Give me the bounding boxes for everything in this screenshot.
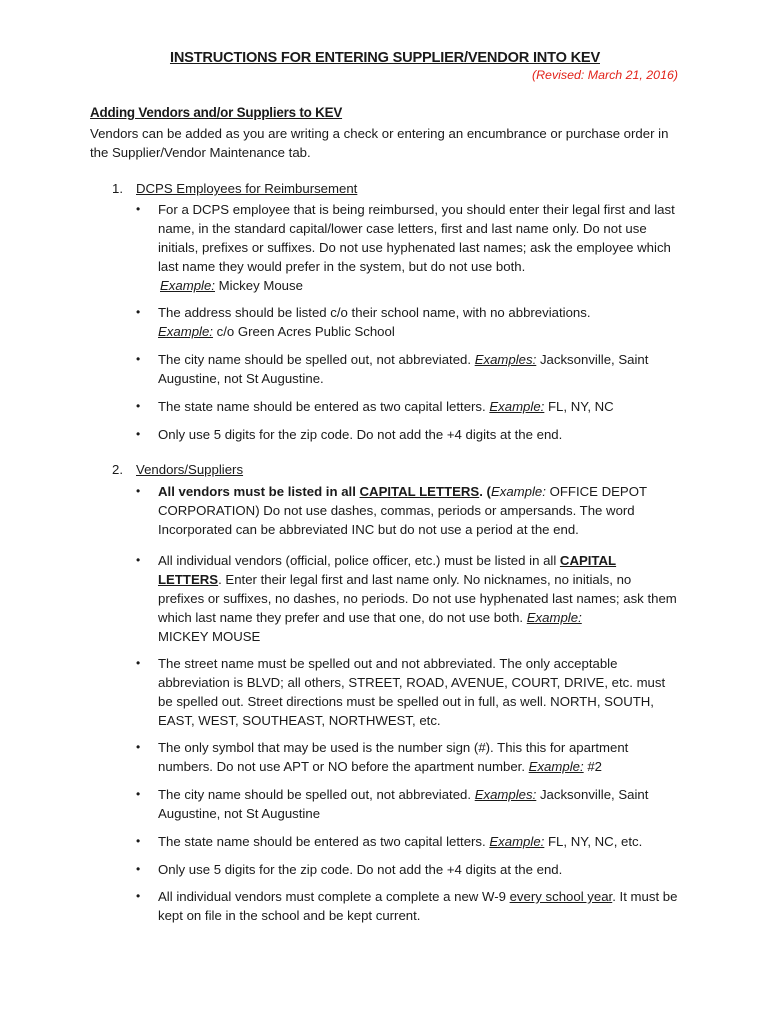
- bullet-text: The city name should be spelled out, not abbreviated.: [158, 787, 475, 802]
- example-label: Example:: [526, 610, 582, 625]
- bullet-text: Only use 5 digits for the zip code. Do not add the +4 digits at the end.: [158, 862, 563, 877]
- bullet-text: The state name should be entered as two capital letters.: [158, 399, 490, 414]
- example-label: Example:: [160, 278, 215, 293]
- section-number: 2.: [112, 462, 123, 477]
- example-value: #2: [583, 759, 602, 774]
- bullet-icon: •: [136, 484, 141, 498]
- bullet-bold-text: All vendors must be listed in all: [158, 484, 360, 499]
- list-item: [136, 397, 681, 416]
- list-item: [136, 200, 681, 295]
- bullet-text: Only use 5 digits for the zip code. Do not add the +4 digits at the end.: [158, 427, 563, 442]
- example-label: Example:: [490, 484, 546, 499]
- bullet-text: All individual vendors must complete a complete a new W-9: [158, 889, 510, 904]
- example-value: c/o Green Acres Public School: [212, 324, 395, 339]
- emphasis-text: every school year: [509, 889, 613, 904]
- revision-date: (Revised: March 21, 2016): [531, 68, 678, 82]
- emphasis-text: CAPITAL LETTERS: [359, 484, 480, 499]
- bullet-icon: •: [136, 202, 141, 216]
- example-value: MICKEY MOUSE: [158, 629, 261, 644]
- bullet-icon: •: [136, 427, 141, 441]
- list-item: [136, 551, 681, 646]
- list-item: [136, 887, 681, 925]
- section-number: 1.: [112, 181, 123, 196]
- example-label: Examples:: [474, 352, 537, 367]
- bullet-icon: •: [136, 862, 141, 876]
- example-value: Mickey Mouse: [214, 278, 303, 293]
- section-1-heading: [112, 181, 357, 196]
- list-item: [136, 832, 681, 851]
- list-item: [136, 303, 681, 341]
- bullet-text: . Enter their legal first and last name only. No nicknames, no initials, no prefixes or suffixes, no dashes, no periods. Do not use hyphenated last names; ask them which last name they prefer and use that one, do not use both.: [158, 572, 677, 625]
- example-label: Example:: [528, 759, 584, 774]
- section-label: Vendors/Suppliers: [136, 462, 244, 477]
- bullet-icon: •: [136, 740, 141, 754]
- emphasis-text: CAPITAL LETTERS: [158, 553, 617, 587]
- bullet-text: The city name should be spelled out, not abbreviated.: [158, 352, 475, 367]
- bullet-icon: •: [136, 889, 141, 903]
- list-item: [136, 482, 681, 539]
- example-label: Example:: [489, 834, 545, 849]
- section-label: DCPS Employees for Reimbursement: [136, 181, 358, 196]
- list-item: [136, 785, 681, 823]
- section-heading: Adding Vendors and/or Suppliers to KEV: [90, 105, 343, 120]
- bullet-icon: •: [136, 352, 141, 366]
- list-item: [136, 654, 681, 730]
- bullet-icon: •: [136, 399, 141, 413]
- bullet-text: The address should be listed c/o their school name, with no abbreviations.: [158, 305, 591, 320]
- list-item: [136, 738, 681, 776]
- example-value: Jacksonville, Saint Augustine, not St Augustine: [158, 787, 649, 821]
- bullet-text: The only symbol that may be used is the number sign (#). This this for apartment numbers. Do not use APT or NO before the apartment number.: [158, 740, 629, 774]
- bullet-text: For a DCPS employee that is being reimbursed, you should enter their legal first and last name, in the standard capital/lower case letters, first and last name only. Do not use initials, prefixes or suffixes. Do not use hyphenated last names; ask the employee which last name they would prefer in the system, but do not use both.: [158, 202, 675, 274]
- list-item: [136, 425, 681, 444]
- bullet-bold-text: . (: [479, 484, 491, 499]
- intro-paragraph: Vendors can be added as you are writing a check or entering an encumbrance or purchase order in the Supplier/Vendor Maintenance tab.: [90, 126, 669, 160]
- bullet-text: The street name must be spelled out and not abbreviated. The only acceptable abbreviation is BLVD; all others, STREET, ROAD, AVENUE, COURT, DRIVE, etc. must be spelled out. Street directions must be spelled out in full, as well. NORTH, SOUTH, EAST, WEST, SOUTHEAST, NORTHWEST, etc.: [158, 656, 666, 728]
- list-item: [136, 860, 681, 879]
- example-value: FL, NY, NC, etc.: [544, 834, 643, 849]
- bullet-icon: •: [136, 553, 141, 567]
- bullet-icon: •: [136, 656, 141, 670]
- list-item: [136, 350, 681, 388]
- bullet-icon: •: [136, 305, 141, 319]
- section-2-heading: [112, 462, 243, 477]
- example-value: FL, NY, NC: [544, 399, 614, 414]
- bullet-icon: •: [136, 834, 141, 848]
- bullet-icon: •: [136, 787, 141, 801]
- example-value: OFFICE DEPOT CORPORATION) Do not use dashes, commas, periods or ampersands. The word Incorporated can be abbreviated INC but do not use a period at the end.: [158, 484, 647, 537]
- example-value: Jacksonville, Saint Augustine, not St Augustine.: [158, 352, 649, 386]
- bullet-text: . It must be kept on file in the school and be kept current.: [158, 889, 678, 923]
- example-label: Example:: [158, 324, 213, 339]
- bullet-text: The state name should be entered as two capital letters.: [158, 834, 490, 849]
- bullet-text: All individual vendors (official, police officer, etc.) must be listed in all: [158, 553, 560, 568]
- page-title: INSTRUCTIONS FOR ENTERING SUPPLIER/VENDOR INTO KEV: [169, 50, 600, 66]
- example-label: Examples:: [474, 787, 537, 802]
- example-label: Example:: [489, 399, 545, 414]
